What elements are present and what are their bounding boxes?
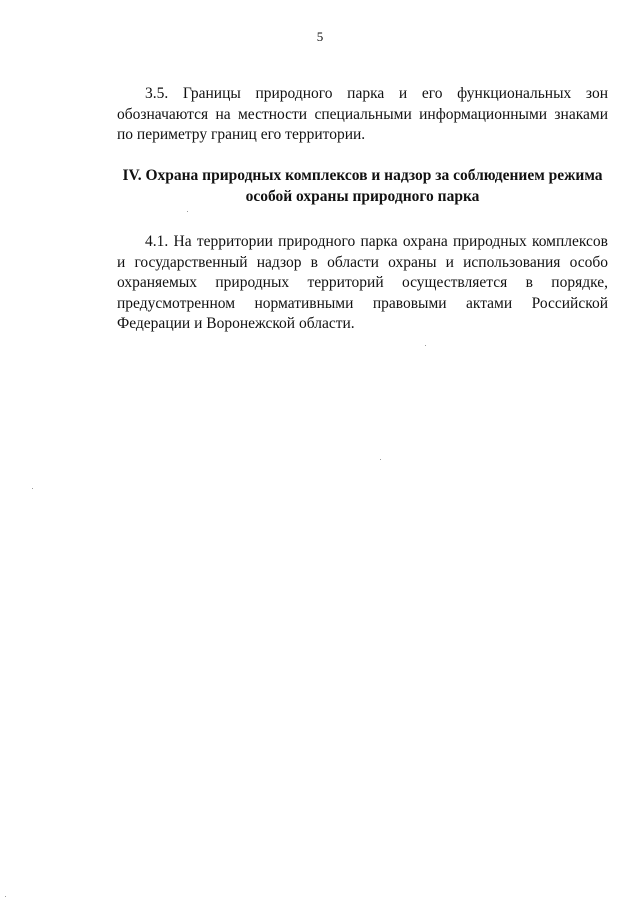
paragraph-4-1: 4.1. На территории природного парка охрана природных комплексов и государственный надзор в области охраны и использования особо охраняемых природных территорий осуществляется в порядке, предусмотренном нормативными правовыми актами Российской Федерации и Воронежской области. bbox=[117, 233, 608, 332]
scan-speck bbox=[187, 211, 188, 212]
section-heading-iv: IV. Охрана природных комплексов и надзор за соблюдением режима особой охраны природного парка bbox=[122, 167, 603, 205]
scan-speck bbox=[425, 345, 426, 346]
scan-speck bbox=[32, 488, 33, 489]
paragraph-3-5: 3.5. Границы природного парка и его функциональных зон обозначаются на местности специальными информационными знаками по периметру границ его территории. bbox=[117, 85, 608, 143]
page-number: 5 bbox=[316, 29, 324, 44]
scan-speck bbox=[5, 896, 6, 897]
scan-speck bbox=[380, 459, 381, 460]
